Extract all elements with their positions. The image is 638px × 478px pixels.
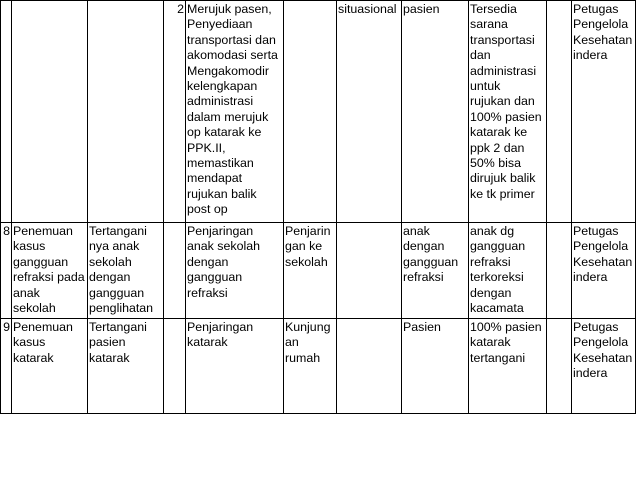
sub-number-cell: 2 [164,1,186,223]
table-row [1,319,636,414]
pic-cell: Petugas Pengelola Kesehatan indera [572,1,636,223]
subject-cell: Pasien [402,319,469,414]
method-cell [284,1,337,223]
method-cell: Penjarin gan ke sekolah [284,223,337,319]
sub-number-cell [164,223,186,319]
pic-cell: Petugas Pengelola Kesehatan indera [572,223,636,319]
activity-cell: Penjaringan katarak [186,319,284,414]
extra-cell [547,319,572,414]
target-cell [88,1,164,223]
activity-cell: Merujuk pasen, Penyediaan transportasi dan akomodasi serta Mengakomodir kelengkapan administrasi dalam merujuk op katarak ke PPK.II, memastikan mendapat rujukan balik post op [186,1,284,223]
approach-cell: situasional [337,1,402,223]
output-cell: Tersedia sarana transportasi dan administrasi untuk rujukan dan 100% pasien katarak ke ppk 2 dan 50% bisa dirujuk balik ke tk primer [469,1,547,223]
indicator-cell [12,1,88,223]
indicator-cell: Penemuan kasus gangguan refraksi pada anak sekolah [12,223,88,319]
target-cell: Tertangani nya anak sekolah dengan gangguan penglihatan [88,223,164,319]
subject-cell: pasien [402,1,469,223]
row-number: 8 [1,223,12,319]
table-row [1,223,636,319]
pic-cell: Petugas Pengelola Kesehatan indera [572,319,636,414]
activity-cell: Penjaringan anak sekolah dengan gangguan refraksi [186,223,284,319]
method-cell: Kunjung an rumah [284,319,337,414]
row-number: 9 [1,319,12,414]
extra-cell [547,223,572,319]
subject-cell: anak dengan gangguan refraksi [402,223,469,319]
target-cell: Tertangani pasien katarak [88,319,164,414]
sub-number-cell [164,319,186,414]
output-cell: anak dg gangguan refraksi terkoreksi dengan kacamata [469,223,547,319]
approach-cell [337,223,402,319]
output-cell: 100% pasien katarak tertangani [469,319,547,414]
row-number [1,1,12,223]
indicator-cell: Penemuan kasus katarak [12,319,88,414]
extra-cell [547,1,572,223]
table-row [1,1,636,223]
approach-cell [337,319,402,414]
